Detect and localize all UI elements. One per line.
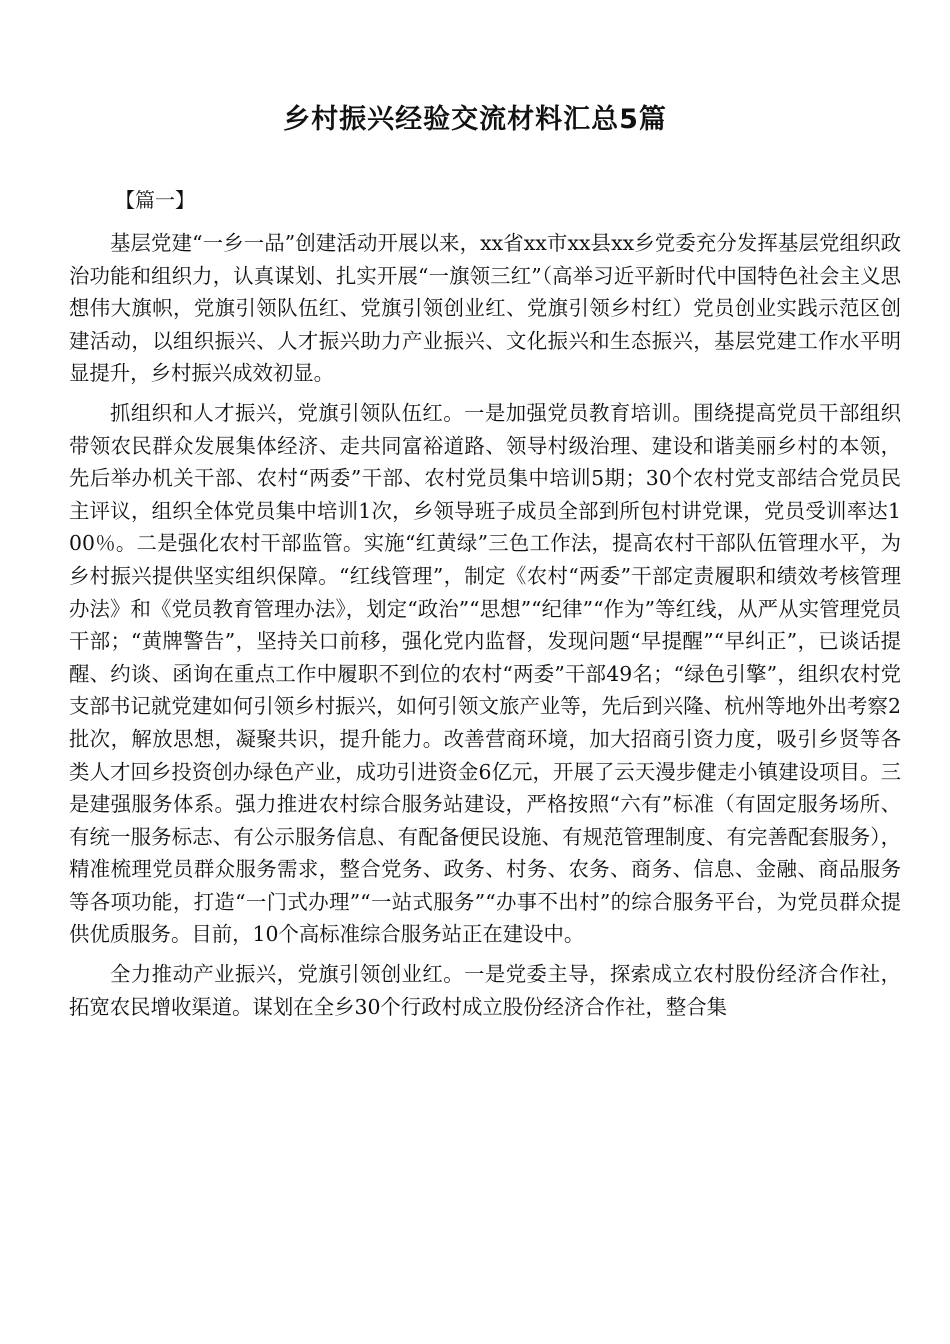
- paragraph-organization-talent: 抓组织和人才振兴，党旗引领队伍红。一是加强党员教育培训。围绕提高党员干部组织带领农民群众发展集体经济、走共同富裕道路、领导村级治理、建设和谐美丽乡村的本领，先后举办机关干部、农村“两委”干部、农村党员集中培训5期；30个农村党支部结合党员民主评议，组织全体党员集中培训1次，乡领导班子成员全部到所包村讲党课，党员受训率达100％。二是强化农村干部监管。实施“红黄绿”三色工作法，提高农村干部队伍管理水平，为乡村振兴提供坚实组织保障。“红线管理”，制定《农村“两委”干部定责履职和绩效考核管理办法》和《党员教育管理办法》，划定“政治”“思想”“纪律”“作为”等红线，从严从实管理党员干部；“黄牌警告”，坚持关口前移，强化党内监督，发现问题“早提醒”“早纠正”，已谈话提醒、约谈、函询在重点工作中履职不到位的农村“两委”干部49名；“绿色引擎”，组织农村党支部书记就党建如何引领乡村振兴，如何引领文旅产业等，先后到兴隆、杭州等地外出考察2批次，解放思想，凝聚共识，提升能力。改善营商环境，加大招商引资力度，吸引乡贤等各类人才回乡投资创办绿色产业，成功引进资金6亿元，开展了云天漫步健走小镇建设项目。三是建强服务体系。强力推进农村综合服务站建设，严格按照“六有”标准（有固定服务场所、有统一服务标志、有公示服务信息、有配备便民设施、有规范管理制度、有完善配套服务），精准梳理党员群众服务需求，整合党务、政务、村务、农务、商务、信息、金融、商品服务等各项功能，打造“一门式办理”“一站式服务”“办事不出村”的综合服务平台，为党员群众提供优质服务。目前，10个高标准综合服务站正在建设中。: [69, 400, 901, 947]
- section-heading: 【篇一】: [115, 188, 195, 212]
- document-body: [69, 185, 901, 1030]
- document-title: 乡村振兴经验交流材料汇总5篇: [283, 104, 667, 135]
- paragraph-intro: 基层党建“一乡一品”创建活动开展以来，xx省xx市xx县xx乡党委充分发挥基层党组织政治功能和组织力，认真谋划、扎实开展“一旗领三红”（高举习近平新时代中国特色社会主义思想伟大旗帜，党旗引领队伍红、党旗引领创业红、党旗引领乡村红）党员创业实践示范区创建活动，以组织振兴、人才振兴助力产业振兴、文化振兴和生态振兴，基层党建工作水平明显提升，乡村振兴成效初显。: [69, 231, 901, 386]
- paragraph-industry: 全力推动产业振兴，党旗引领创业红。一是党委主导，探索成立农村股份经济合作社，拓宽农民增收渠道。谋划在全乡30个行政村成立股份经济合作社，整合集: [69, 962, 901, 1019]
